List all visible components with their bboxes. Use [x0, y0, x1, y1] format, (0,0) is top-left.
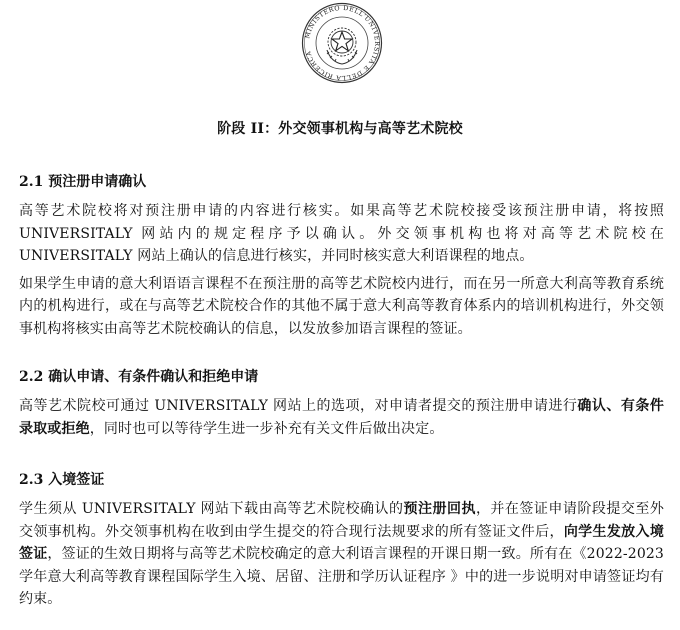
bold-text-run: 预注册回执 [403, 501, 476, 517]
section-paragraph [19, 395, 664, 440]
text-run: ，并在签证申请阶段提交至外交领事机构。外交领事机构在收到由学生提交的符合现行法规要求的所有签证文件后， [19, 501, 665, 540]
bold-text-run: 向学生发放入境签证 [19, 523, 664, 562]
text-run: ，同时也可以等待学生进一步补充有关文件后做出决定。 [89, 420, 444, 437]
text-run: 高等艺术院校可通过 UNIVERSITALY 网站上的选项，对申请者提交的预注册申请进行 [19, 398, 578, 414]
section-2-2 [19, 367, 664, 440]
section-2-3 [19, 470, 664, 611]
text-run: 学生须从 UNIVERSITALY 网站下载由高等艺术院校确认的 [19, 501, 404, 517]
text-run: 高等艺术院校将对预注册申请的内容进行核实。如果高等艺术院校接受该预注册申请，将按照 UNIVERSITALY 网站内的规定程序予以确认。外交领事机构也将对高等艺术院校在 UNIVERSITALY 网站上确认的信息进行核实，并同时核实意大利语课程的地点。 [19, 203, 664, 264]
text-run: ，签证的生效日期将与高等艺术院校确定的意大利语言课程的开课日期一致。所有在《2022-2023 学年意大利高等教育课程国际学生入境、居留、注册和学历认证程序 》中的进一步说明对申请签证均有约束。 [19, 546, 664, 607]
ministry-seal-logo [301, 2, 383, 84]
section-paragraph [19, 200, 664, 268]
section-heading: 2.1 预注册申请确认 [19, 174, 147, 190]
section-heading: 2.3 入境签证 [19, 472, 105, 488]
text-run: 如果学生申请的意大利语语言课程不在预注册的高等艺术院校内进行，而在另一所意大利高等教育系统内的机构进行，或在与高等艺术院校合作的其他不属于意大利高等教育体系内的培训机构进行，外交领事机构将核实由高等艺术院校确认的信息，以发放参加语言课程的签证。 [19, 275, 664, 337]
section-2-1 [19, 172, 664, 340]
seal-ring-text: MINISTERO DELL'UNIVERSITÀ E DELLA RICERCA [303, 3, 382, 83]
section-heading: 2.2 确认申请、有条件确认和拒绝申请 [19, 369, 259, 385]
bold-text-run: 确认、有条件录取或拒绝 [19, 398, 664, 437]
section-paragraph [19, 273, 664, 341]
phase-title: 阶段 II：外交领事机构与高等艺术院校 [217, 121, 463, 137]
section-paragraph [19, 498, 664, 611]
